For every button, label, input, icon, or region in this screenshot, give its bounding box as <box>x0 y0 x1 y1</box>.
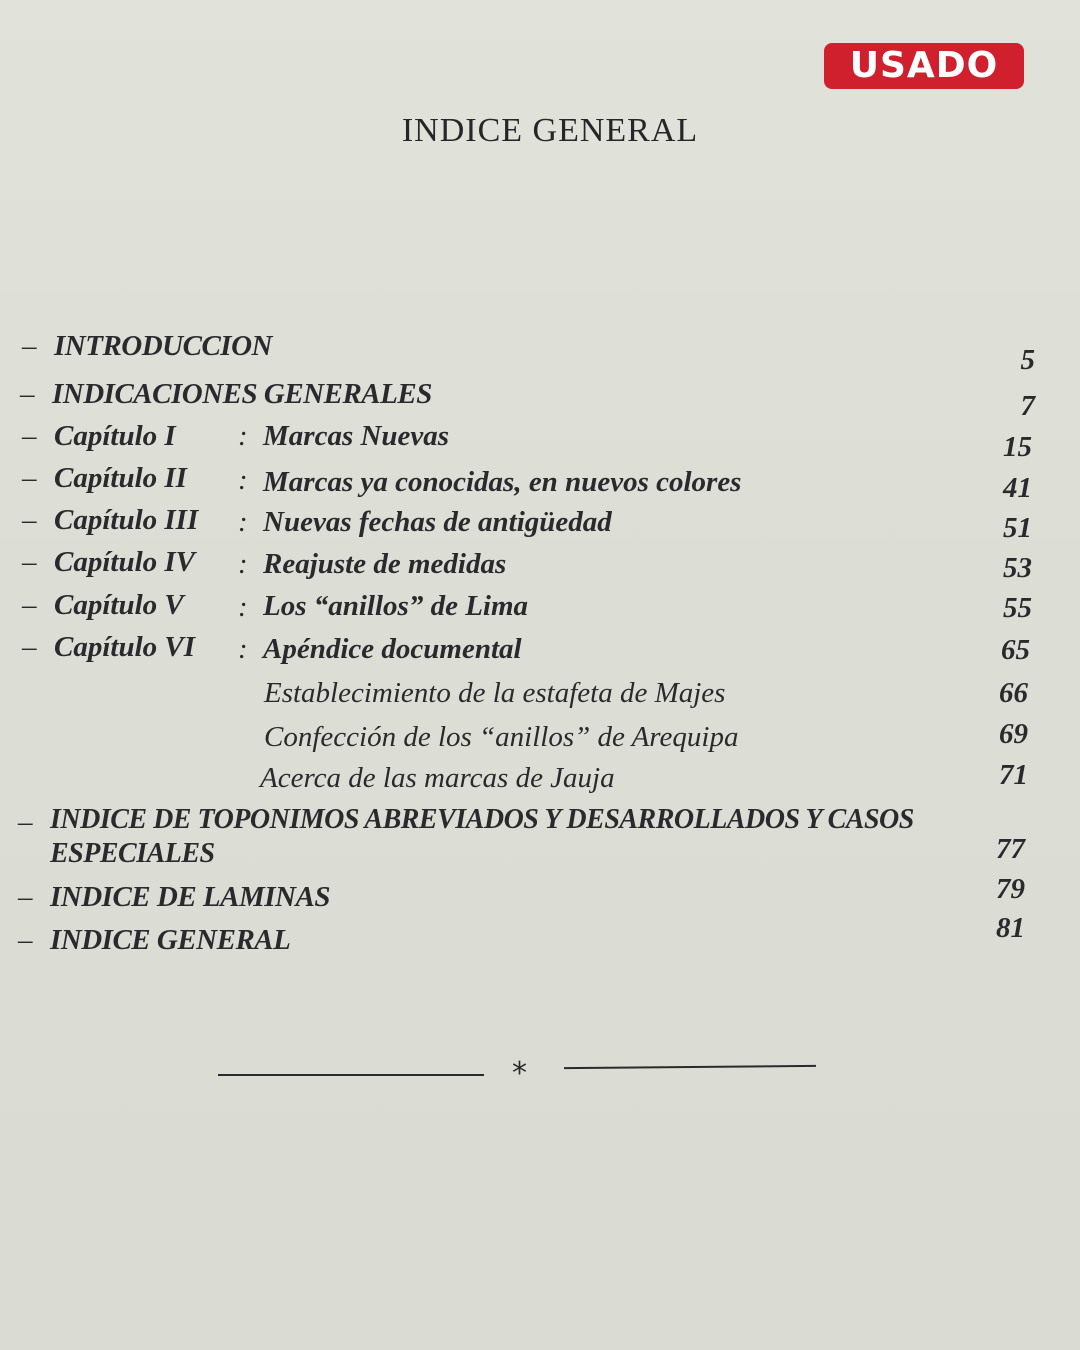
chapter-label: Capítulo IV <box>54 546 196 578</box>
chapter-title: Marcas ya conocidas, en nuevos colores <box>263 466 742 498</box>
colon-separator: : <box>238 633 248 665</box>
chapter-title: Reajuste de medidas <box>263 548 507 580</box>
page-number: 53 <box>1003 552 1032 584</box>
dash-marker: – <box>22 504 37 536</box>
sub-entry-title: Acerca de las marcas de Jauja <box>260 762 615 794</box>
dash-marker: – <box>22 546 37 578</box>
colon-separator: : <box>238 548 248 580</box>
page-number: 71 <box>999 759 1028 791</box>
dash-marker: – <box>20 378 35 410</box>
entry-indice-toponimos: INDICE DE TOPONIMOS ABREVIADOS Y DESARROLLADOS Y CASOS <box>50 804 914 835</box>
page-number: 51 <box>1003 512 1032 544</box>
page-number: 81 <box>996 912 1025 944</box>
chapter-title: Nuevas fechas de antigüedad <box>263 506 612 538</box>
chapter-label: Capítulo VI <box>54 631 196 663</box>
chapter-label: Capítulo II <box>54 462 187 494</box>
used-badge: USADO <box>824 43 1024 89</box>
dash-marker: – <box>22 631 37 663</box>
entry-indice-toponimos-cont: ESPECIALES <box>50 838 215 869</box>
page-title: INDICE GENERAL <box>401 112 699 149</box>
chapter-label: Capítulo III <box>54 504 199 536</box>
chapter-title: Marcas Nuevas <box>263 420 450 452</box>
page-number: 5 <box>1020 344 1035 376</box>
page-number: 66 <box>999 677 1028 709</box>
dash-marker: – <box>22 420 37 452</box>
dash-marker: – <box>22 330 37 362</box>
page-number: 41 <box>1003 472 1032 504</box>
entry-indice-laminas: INDICE DE LAMINAS <box>50 881 330 913</box>
sub-entry-title: Establecimiento de la estafeta de Majes <box>264 677 726 709</box>
entry-indice-general: INDICE GENERAL <box>50 924 291 956</box>
divider-line-left <box>218 1074 484 1076</box>
entry-introduccion: INTRODUCCION <box>54 330 272 362</box>
asterisk-ornament: * <box>512 1056 527 1091</box>
divider-line-right <box>564 1065 816 1069</box>
chapter-label: Capítulo I <box>54 420 176 452</box>
chapter-title: Apéndice documental <box>263 633 522 665</box>
entry-indicaciones-generales: INDICACIONES GENERALES <box>52 378 432 410</box>
page-number: 55 <box>1003 592 1032 624</box>
page-number: 65 <box>1001 634 1030 666</box>
page-number: 15 <box>1003 431 1032 463</box>
chapter-label: Capítulo V <box>54 589 184 621</box>
colon-separator: : <box>238 420 248 452</box>
colon-separator: : <box>238 464 248 496</box>
page-number: 77 <box>996 833 1025 865</box>
colon-separator: : <box>238 506 248 538</box>
dash-marker: – <box>18 806 33 838</box>
dash-marker: – <box>18 881 33 913</box>
page-number: 79 <box>996 873 1025 905</box>
dash-marker: – <box>18 924 33 956</box>
dash-marker: – <box>22 462 37 494</box>
page-number: 69 <box>999 718 1028 750</box>
chapter-title: Los “anillos” de Lima <box>263 590 529 622</box>
page-number: 7 <box>1020 390 1035 422</box>
colon-separator: : <box>238 591 248 623</box>
dash-marker: – <box>22 589 37 621</box>
sub-entry-title: Confección de los “anillos” de Arequipa <box>264 721 739 753</box>
